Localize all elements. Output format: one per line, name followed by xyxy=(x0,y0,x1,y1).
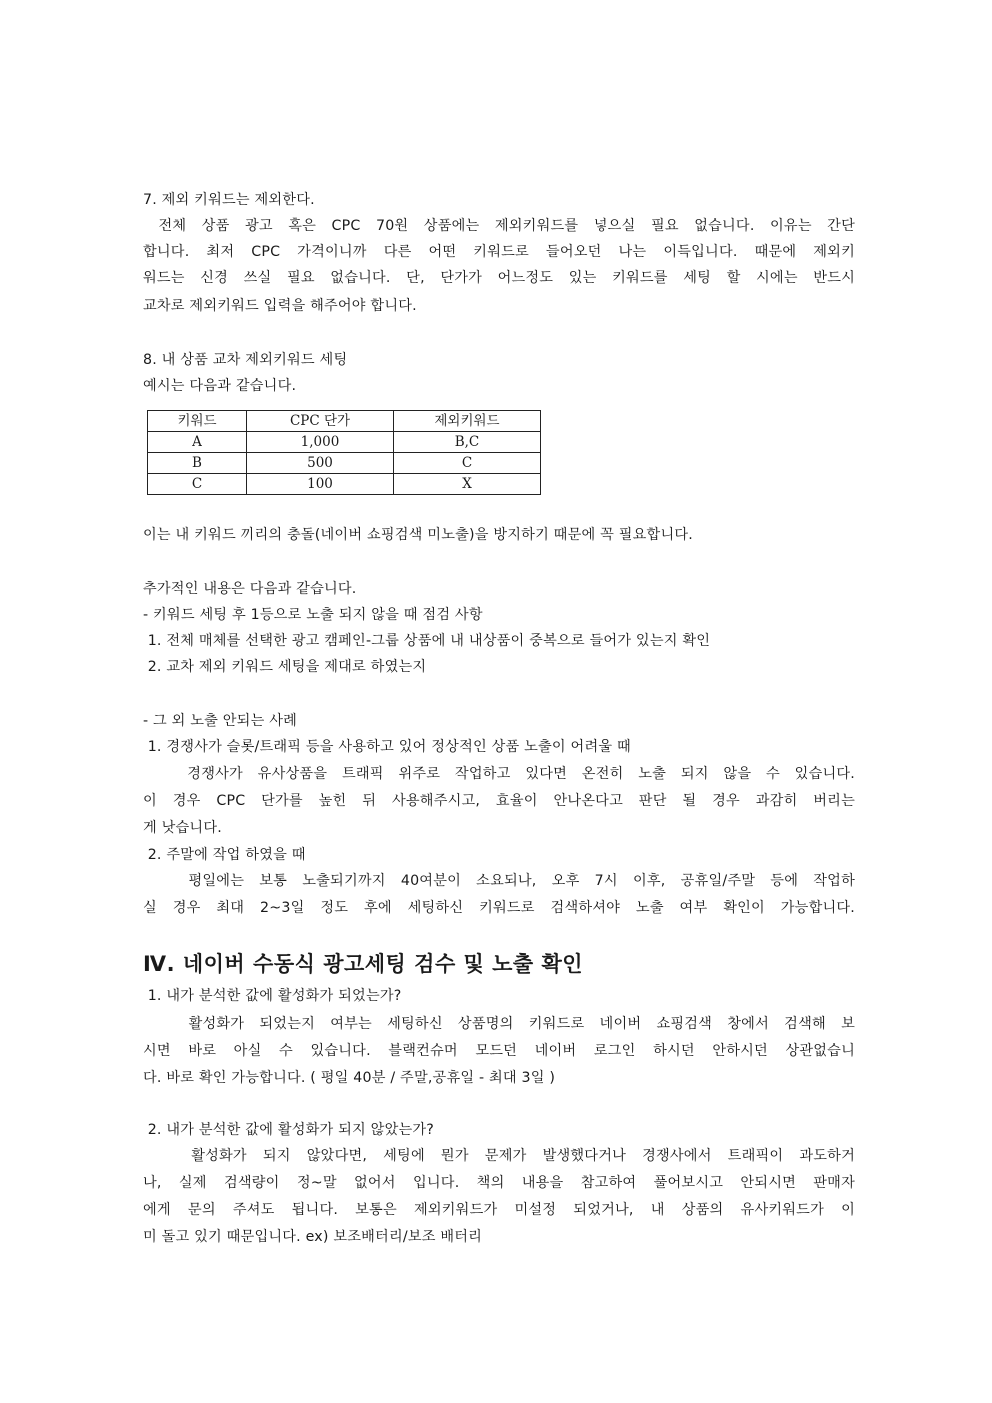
checklist-title: - 키워드 세팅 후 1등으로 노출 되지 않을 때 점검 사항 xyxy=(143,607,483,623)
question-2-title: 2. 내가 분석한 값에 활성화가 되지 않았는가? xyxy=(143,1122,435,1138)
table-cell: C xyxy=(394,453,541,474)
question-2-line: 미 돌고 있기 때문입니다. ex) 보조배터리/보조 배터리 xyxy=(143,1229,483,1245)
table-header-keyword: 키워드 xyxy=(148,411,247,432)
section-7-line: 교차로 제외키워드 입력을 해주어야 합니다. xyxy=(143,298,417,314)
case-2-line: 실 경우 최대 2~3일 정도 후에 세팅하신 키워드로 검색하셔야 노출 여부 확인이 가능합니다. xyxy=(143,900,855,916)
section-8-intro: 예시는 다음과 같습니다. xyxy=(143,378,297,394)
keyword-table xyxy=(147,410,541,495)
table-row xyxy=(148,453,541,474)
question-1-line: 활성화가 되었는지 여부는 세팅하신 상품명의 키워드로 네이버 쇼핑검색 창에서 검색해 보 xyxy=(143,1016,855,1032)
chapter-4-heading: Ⅳ. 네이버 수동식 광고세팅 검수 및 노출 확인 xyxy=(143,952,584,976)
table-cell: B,C xyxy=(394,432,541,453)
table-cell: A xyxy=(148,432,247,453)
section-7-line: 전체 상품 광고 혹은 CPC 70원 상품에는 제외키워드를 넣으실 필요 없습니다. 이유는 간단 xyxy=(143,218,855,234)
section-7-title: 7. 제외 키워드는 제외한다. xyxy=(143,192,315,208)
table-header-exclude: 제외키워드 xyxy=(394,411,541,432)
question-1-title: 1. 내가 분석한 값에 활성화가 되었는가? xyxy=(143,988,402,1004)
question-1-line: 시면 바로 아실 수 있습니다. 블랙컨슈머 모드던 네이버 로그인 하시던 안하시던 상관없습니 xyxy=(143,1043,855,1059)
section-7-line: 워드는 신경 쓰실 필요 없습니다. 단, 단가가 어느정도 있는 키워드를 세팅 할 시에는 반드시 xyxy=(143,270,855,286)
checklist-item: 2. 교차 제외 키워드 세팅을 제대로 하였는지 xyxy=(143,659,427,675)
table-cell: 100 xyxy=(247,474,394,495)
question-2-line: 에게 문의 주셔도 됩니다. 보통은 제외키워드가 미설정 되었거나, 내 상품의 유사키워드가 이 xyxy=(143,1202,855,1218)
case-2-title: 2. 주말에 작업 하였을 때 xyxy=(143,847,306,863)
question-2-line: 나, 실제 검색량이 정~말 없어서 입니다. 책의 내용을 참고하여 풀어보시고 안되시면 판매자 xyxy=(143,1175,855,1191)
case-1-line: 경쟁사가 유사상품을 트래픽 위주로 작업하고 있다면 온전히 노출 되지 않을 수 있습니다. xyxy=(143,766,855,782)
table-cell: 1,000 xyxy=(247,432,394,453)
case-2-line: 평일에는 보통 노출되기까지 40여분이 소요되나, 오후 7시 이후, 공휴일/주말 등에 작업하 xyxy=(143,873,855,889)
table-header-row xyxy=(148,411,541,432)
case-1-line: 게 낫습니다. xyxy=(143,820,222,836)
other-cases-title: - 그 외 노출 안되는 사례 xyxy=(143,713,298,729)
table-header-cpc: CPC 단가 xyxy=(247,411,394,432)
case-1-line: 이 경우 CPC 단가를 높힌 뒤 사용해주시고, 효율이 안나온다고 판단 될 경우 과감히 버리는 xyxy=(143,793,855,809)
question-1-line: 다. 바로 확인 가능합니다. ( 평일 40분 / 주말,공휴일 - 최대 3일 ) xyxy=(143,1070,556,1086)
case-1-title: 1. 경쟁사가 슬롯/트래픽 등을 사용하고 있어 정상적인 상품 노출이 어려울 때 xyxy=(143,739,631,755)
section-7-line: 합니다. 최저 CPC 가격이니까 다른 어떤 키워드로 들어오던 나는 이득입니다. 때문에 제외키 xyxy=(143,244,855,260)
table-cell: B xyxy=(148,453,247,474)
section-8-title: 8. 내 상품 교차 제외키워드 세팅 xyxy=(143,352,348,368)
table-row xyxy=(148,432,541,453)
section-8-note: 이는 내 키워드 끼리의 충돌(네이버 쇼핑검색 미노출)을 방지하기 때문에 꼭 필요합니다. xyxy=(143,527,693,543)
table-cell: C xyxy=(148,474,247,495)
checklist-item: 1. 전체 매체를 선택한 광고 캠페인-그룹 상품에 내 내상품이 중복으로 들어가 있는지 확인 xyxy=(143,633,711,649)
table-row xyxy=(148,474,541,495)
question-2-line: 활성화가 되지 않았다면, 세팅에 뭔가 문제가 발생했다거나 경쟁사에서 트래픽이 과도하거 xyxy=(143,1148,855,1164)
table-cell: 500 xyxy=(247,453,394,474)
additional-intro: 추가적인 내용은 다음과 같습니다. xyxy=(143,581,357,597)
table-cell: X xyxy=(394,474,541,495)
